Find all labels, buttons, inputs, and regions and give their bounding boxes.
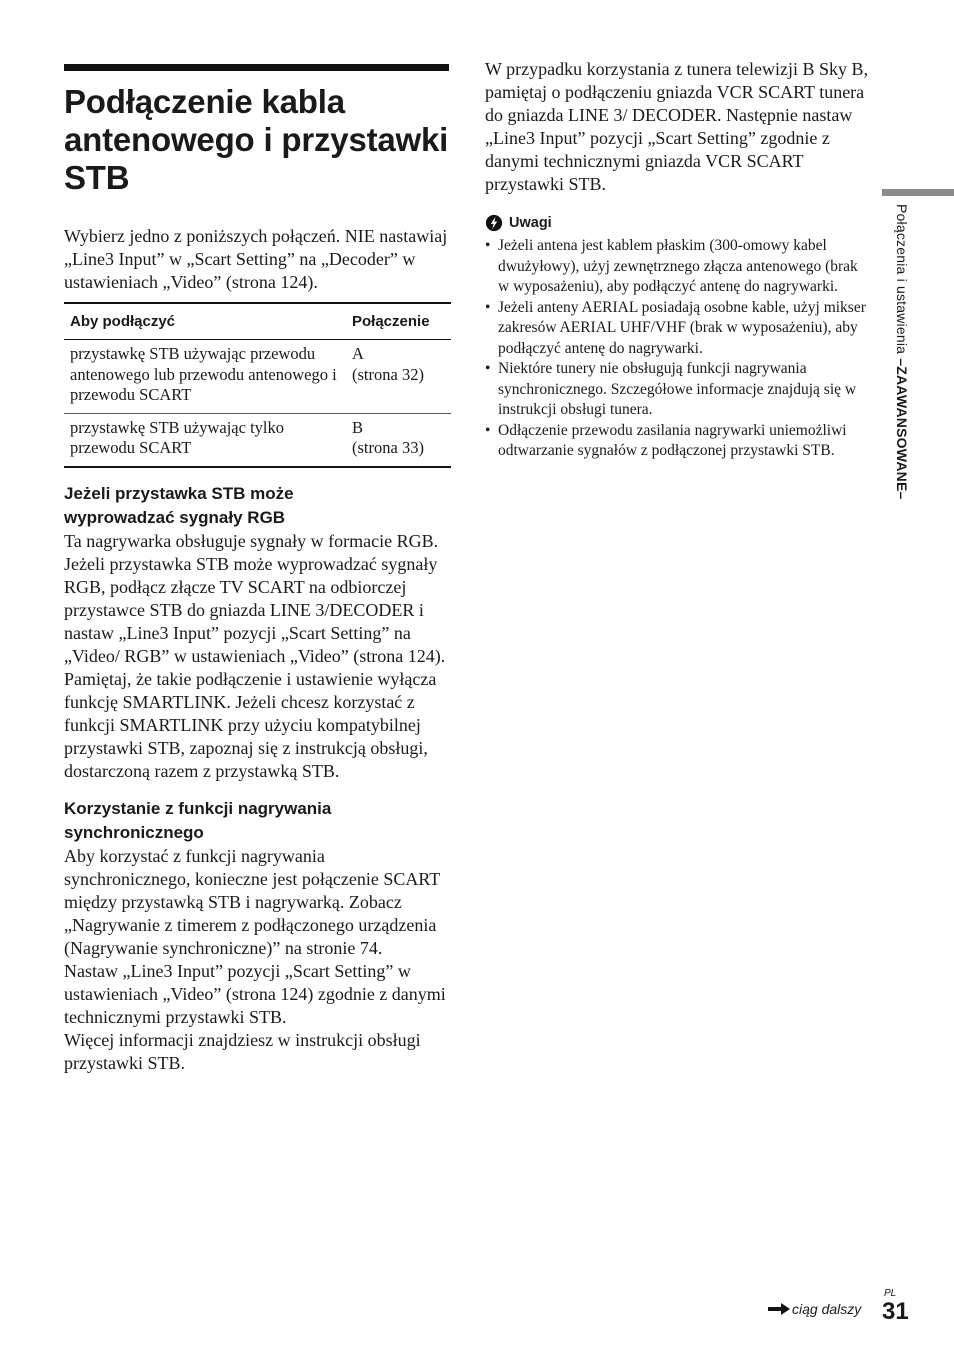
connection-letter: B: [352, 417, 364, 437]
bullet: •: [485, 360, 491, 377]
sync-body-1: Aby korzystać z funkcji nagrywania synchronicznego, konieczne jest połączenie SCART między przystawką STB i nagrywarką. Zobacz „Nagrywanie z timerem z podłączonego urządzenia (Nagrywanie synchroniczne)” na stronie 74.: [64, 845, 440, 958]
table-cell-item: przystawkę STB używając przewodu antenowego lub przewodu antenowego i przewodu SCART: [64, 340, 346, 414]
note-text: Jeżeli anteny AERIAL posiadają osobne kable, użyj mikser zakresów AERIAL UHF/VHF (brak w wyposażeniu), aby podłączyć antenę do nagrywarki.: [498, 298, 866, 357]
list-item: [485, 236, 870, 298]
side-tab-bar: [882, 189, 954, 196]
connection-page: (strona 32): [352, 364, 424, 384]
table-row: [64, 413, 451, 467]
notes-heading: [485, 214, 870, 232]
continued-indicator: [768, 1301, 861, 1317]
left-column: [64, 64, 452, 1075]
language-code: PL: [884, 1288, 897, 1299]
sync-body-2: Nastaw „Line3 Input” pozycji „Scart Setting” w ustawieniach „Video” (strona 124) zgodnie z danymi technicznymi przystawki STB.: [64, 960, 446, 1027]
right-intro-paragraph: W przypadku korzystania z tunera telewizji B Sky B, pamiętaj o podłączeniu gniazda VCR SCART tunera do gniazda LINE 3/ DECODER. Następnie nastaw „Line3 Input” pozycji „Scart Setting” zgodnie z danymi technicznymi gniazda VCR SCART przystawki STB.: [485, 59, 869, 194]
note-text: Jeżeli antena jest kablem płaskim (300-omowy kabel dwużyłowy), użyj zewnętrznego złącza antenowego (brak w wyposażeniu), aby podłączyć antenę do nagrywarki.: [498, 237, 858, 295]
caution-icon: [485, 214, 503, 232]
title-rule: [64, 64, 449, 71]
table-cell-connection: [346, 413, 451, 467]
notes-heading-label: Uwagi: [509, 215, 552, 231]
side-tab-label-bold: –ZAAWANSOWANE–: [894, 358, 910, 500]
list-item: [485, 359, 870, 421]
sync-body-3: Więcej informacji znajdziesz w instrukcji obsługi przystawki STB.: [64, 1029, 421, 1073]
side-tab: [884, 204, 910, 604]
table-cell-item: przystawkę STB używając tylko przewodu SCART: [70, 417, 284, 457]
list-item: [485, 298, 870, 360]
sync-heading: Korzystanie z funkcji nagrywania synchronicznego: [64, 798, 332, 842]
bullet: •: [485, 237, 491, 254]
bullet: •: [485, 421, 491, 439]
rgb-body: Ta nagrywarka obsługuje sygnały w formacie RGB. Jeżeli przystawka STB może wyprowadzać sygnały RGB, podłącz złącze TV SCART na odbiorczej przystawce STB do gniazda LINE 3/DECODER i nastaw „Line3 Input” pozycji „Scart Setting” na „Video/ RGB” w ustawieniach „Video” (strona 124). Pamiętaj, że takie podłączenie i ustawienie wyłącza funkcję SMARTLINK. Jeżeli chcesz korzystać z funkcji SMARTLINK przy użyciu kompatybilnej przystawki STB, zapoznaj się z instrukcją obsługi, dostarczoną razem z przystawką STB.: [64, 530, 446, 781]
right-column: [485, 58, 870, 462]
right-arrow-icon: [768, 1303, 790, 1315]
table-header-connection: Połączenie: [346, 303, 451, 340]
note-text: Niektóre tunery nie obsługują funkcji nagrywania synchronicznego. Szczegółowe informacje znajdują się w instrukcji obsługi tunera.: [498, 360, 857, 418]
list-item: [485, 421, 870, 462]
continued-label: ciąg dalszy: [792, 1301, 862, 1317]
page-title: Podłączenie kabla antenowego i przystawki STB: [64, 83, 449, 196]
rgb-heading: Jeżeli przystawka STB może wyprowadzać sygnały RGB: [64, 483, 294, 527]
intro-paragraph: Wybierz jedno z poniższych połączeń. NIE nastawiaj „Line3 Input” w „Scart Setting” na „Decoder” w ustawieniach „Video” (strona 124).: [64, 226, 448, 292]
notes-list: [485, 236, 870, 462]
bullet: •: [485, 298, 491, 316]
side-tab-label: [894, 204, 910, 500]
table-row: [64, 340, 451, 414]
connection-page: (strona 33): [352, 438, 424, 457]
table-cell-connection: [346, 340, 451, 414]
table-header-connect: Aby podłączyć: [64, 303, 346, 340]
connection-letter: A: [352, 344, 364, 363]
page-number: 31: [882, 1298, 909, 1325]
note-text: Odłączenie przewodu zasilania nagrywarki uniemożliwi odtwarzanie sygnałów z podłączonej przystawki STB.: [498, 421, 847, 459]
side-tab-label-light: Połączenia i ustawienia: [894, 204, 910, 359]
connection-table: [64, 302, 451, 468]
